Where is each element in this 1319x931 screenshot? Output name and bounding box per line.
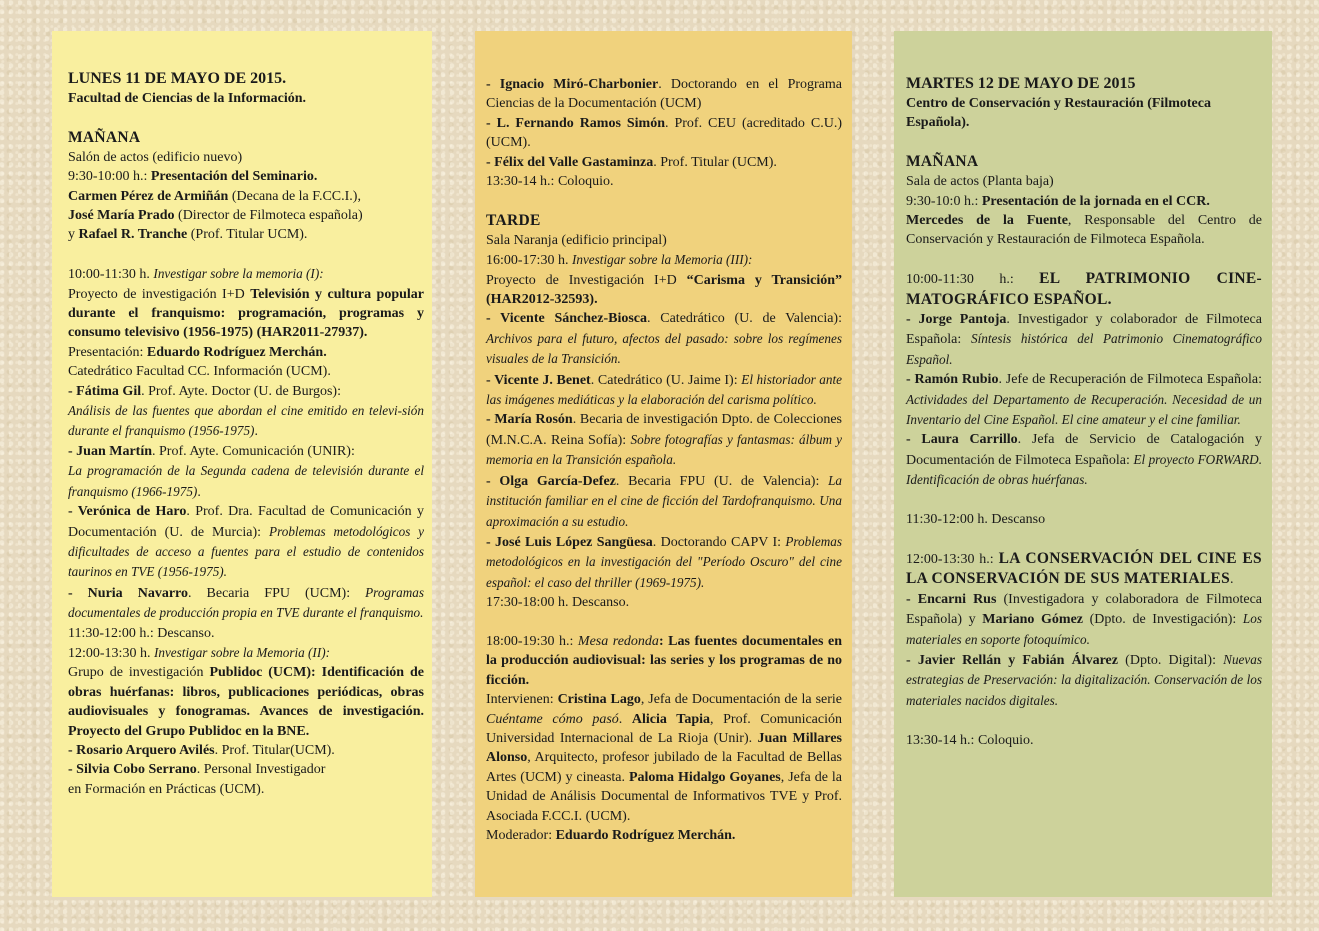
day-heading: MARTES 12 DE MAYO DE 2015 (906, 75, 1136, 92)
day-heading: LUNES 11 DE MAYO DE 2015. (68, 70, 287, 87)
speaker-item: - Laura Carrillo. Jefa de Servicio de Catalogación y Documentación de Filmoteca Española: El proyecto FORWARD. Identificación de obras huérfanas. (906, 432, 1263, 488)
speaker-item: - L. Fernando Ramos Simón. Prof. CEU (acreditado C.U.) (UCM). (486, 115, 842, 151)
round-table-participants: Intervienen: Cristina Lago, Jefa de Documentación de la serie Cuéntame cómo pasó. Alicia Tapia, Prof. Comunicación Universidad Internacional de La Rioja (Unir). Juan Millares Alonso, Arquitecto, profesor jubilado de la Facultad de Bellas Artes (UCM) y cineasta. Paloma Hidalgo Goyanes, Jefa de la Unidad de Análisis Documental de Informativos TVE y Prof. Asociada F.CC.I. (UCM). (486, 692, 842, 824)
speaker-item: - Juan Martín. Prof. Ayte. Comunicación (UNIR): La programación de la Segunda cadena de televisión durante el franquismo (1966-1975). (68, 443, 424, 500)
session-opening: 9:30-10:00 h.: Presentación del Seminario. Carmen Pérez de Armiñán (Decana de la F.CC.I.), José María Prado (Director de Filmoteca española) y Rafael R. Tranche (Prof. Titular UCM). (68, 169, 363, 243)
room: Sala de actos (Planta baja) (906, 174, 1054, 190)
program-column-monday-cont (475, 31, 852, 897)
speaker-item: - Vicente J. Benet. Catedrático (U. Jaime I): El historiador ante las imágenes mediáticas y la elaboración del carisma político. (486, 371, 842, 408)
speaker-item: - Ramón Rubio. Jefe de Recuperación de Filmoteca Española: Actividades del Departamento de Recuperación. Necesidad de un Inventario del Cine Español. El cine amateur y el cine familiar. (906, 372, 1262, 428)
session-opening: 9:30-10:0 h.: Presentación de la jornada en el CCR. (906, 193, 1210, 209)
moderator: Moderador: Eduardo Rodríguez Merchán. (486, 828, 736, 843)
room: Sala Naranja (edificio principal) (486, 232, 667, 248)
room: Salón de actos (edificio nuevo) (68, 149, 243, 165)
speaker-item: - Javier Rellán y Fabián Álvarez (Dpto. Digital): Nuevas estrategias de Preservación: la digitalización. Conservación de los materiales nacidos digitales. (906, 651, 1262, 708)
morning-heading: MAÑANA (68, 128, 141, 146)
speaker-item: - José Luis López Sangüesa. Doctorando CAPV I: Problemas metodológicos en la investigación del "Período Oscuro" del cine español: el caso del thriller (1969-1975). (486, 533, 842, 590)
speaker-item: - Rosario Arquero Avilés. Prof. Titular(UCM). (68, 742, 335, 758)
speaker-item: - María Rosón. Becaria de investigación Dpto. de Colecciones (M.N.C.A. Reina Sofía): Sobre fotografías y fantasmas: álbum y memoria en la Transición española. (486, 412, 842, 468)
session-conservacion: 12:00-13:30 h.: LA CONSERVACIÓN DEL CINE ES LA CONSERVACIÓN DE SUS MATERIALES. (906, 549, 1262, 588)
speaker-item: - Ignacio Miró-Charbonier. Doctorando en el Programa Ciencias de la Documentación (UCM) (486, 77, 843, 112)
session-memoria-3: 16:00-17:30 h. Investigar sobre la Memoria (III): Proyecto de Investigación I+D “Carisma y Transición” (HAR2012-32593). - Vicente Sánchez-Biosca. Catedrático (U. de Valencia): Archivos para el futuro, afectos del pasado: sobre los regímenes visuales de la Transición. - Vicente J. Benet. Catedrático (U. Jaime I): El historiador ante las imágenes mediáticas y la elaboración del carisma político. - María Rosón. Becaria de investigación Dpto. de Colecciones (M.N.C.A. Reina Sofía): Sobre fotografías y fantasmas: álbum y memoria en la Transición española. - Olga García-Defez. Becaria FPU (U. de Valencia): La institución familiar en el cine de ficción del Tardofranquismo. Una aproximación a su estudio. - José Luis López Sangüesa. Doctorando CAPV I: Problemas metodológicos en la investigación del "Período Oscuro" del cine español: el caso del thriller (1969-1975). (486, 250, 842, 593)
speaker-item: Mercedes de la Fuente, Responsable del Centro de Conservación y Restauración de Filmoteca Española. (906, 213, 1263, 248)
coloquio: 13:30-14 h.: Coloquio. (486, 174, 614, 190)
coloquio: 13:30-14 h.: Coloquio. (906, 732, 1034, 748)
afternoon-heading: TARDE (486, 211, 541, 229)
session-patrimonio: 10:00-11:30 h.: EL PATRIMONIO CINE-MATOGRÁFICO ESPAÑOL. (906, 270, 1262, 308)
break: 17:30-18:00 h. Descanso. (486, 595, 630, 611)
session-round-table: 18:00-19:30 h.: Mesa redonda: Las fuentes documentales en la producción audiovisual: las series y los programas de no ficción. (486, 633, 842, 688)
speaker-item: - Vicente Sánchez-Biosca. Catedrático (U. de Valencia): Archivos para el futuro, afectos del pasado: sobre los regímenes visuales de la Transición. (486, 311, 842, 367)
speaker-item: - Nuria Navarro. Becaria FPU (UCM): Programas documentales de producción propia en TVE durante el franquismo. (68, 584, 424, 621)
speaker-item: - Verónica de Haro. Prof. Dra. Facultad de Comunicación y Documentación (U. de Murcia): Problemas metodológicos y dificultades de acceso a fuentes para el estudio de contenidos taurinos en TVE (1956-1975). (68, 504, 425, 580)
speaker-item: - Olga García-Defez. Becaria FPU (U. de Valencia): La institución familiar en el cine de ficción del Tardofranquismo. Una aproximación a su estudio. (486, 472, 842, 529)
speaker-item: - Silvia Cobo Serrano. Personal Investigador en Formación en Prácticas (UCM). (68, 762, 326, 797)
session-memoria-2: 12:00-13:30 h. Investigar sobre la Memoria (II): Grupo de investigación Publidoc (UCM): Identificación de obras huérfanas: libros, publicaciones periódicas, obras audiovisuales y fonogramas. Avances de investigación. Proyecto del Grupo Publidoc en la BNE. - Rosario Arquero Avilés. Prof. Titular(UCM). - Silvia Cobo Serrano. Personal Investigador en Formación en Prácticas (UCM). (68, 643, 424, 799)
break: 11:30-12:00 h. Descanso (906, 512, 1046, 528)
speaker-item: - Félix del Valle Gastaminza. Prof. Titular (UCM). (486, 154, 777, 170)
morning-heading: MAÑANA (906, 153, 979, 171)
program-column-monday (52, 31, 432, 897)
speaker-item: - Fátima Gil. Prof. Ayte. Doctor (U. de Burgos): Análisis de las fuentes que abordan el cine emitido en televi-sión durante el franquismo (1956-1975). (68, 383, 424, 440)
speaker-item: - Encarni Rus (Investigadora y colaboradora de Filmoteca Española) y Mariano Gómez (Dpto. de Investigación): Los materiales en soporte fotoquímico. (906, 591, 1263, 647)
speaker-item: - Jorge Pantoja. Investigador y colaborador de Filmoteca Española: Síntesis histórica del Patrimonio Cinematográfico Español. (906, 312, 1262, 367)
venue: Facultad de Ciencias de la Información. (68, 91, 306, 106)
program-column-tuesday (894, 31, 1272, 897)
break: 11:30-12:00 h.: Descanso. (68, 625, 215, 641)
venue: Centro de Conservación y Restauración (Filmoteca Española). (906, 96, 1211, 131)
session-memoria-1: 10:00-11:30 h. Investigar sobre la memoria (I): Proyecto de investigación I+D Televisión y cultura popular durante el franquismo: programación, programas y consumo televisivo (1956-1975) (HAR2011-27937). Presentación: Eduardo Rodríguez Merchán. Catedrático Facultad CC. Información (UCM). - Fátima Gil. Prof. Ayte. Doctor (U. de Burgos): Análisis de las fuentes que abordan el cine emitido en televi-sión durante el franquismo (1956-1975). - Juan Martín. Prof. Ayte. Comunicación (UNIR): La programación de la Segunda cadena de televisión durante el franquismo (1966-1975). - Verónica de Haro. Prof. Dra. Facultad de Comunicación y Documentación (U. de Murcia): Problemas metodológicos y dificultades de acceso a fuentes para el estudio de contenidos taurinos en TVE (1956-1975). - Nuria Navarro. Becaria FPU (UCM): Programas documentales de producción propia en TVE durante el franquismo. (68, 264, 424, 623)
